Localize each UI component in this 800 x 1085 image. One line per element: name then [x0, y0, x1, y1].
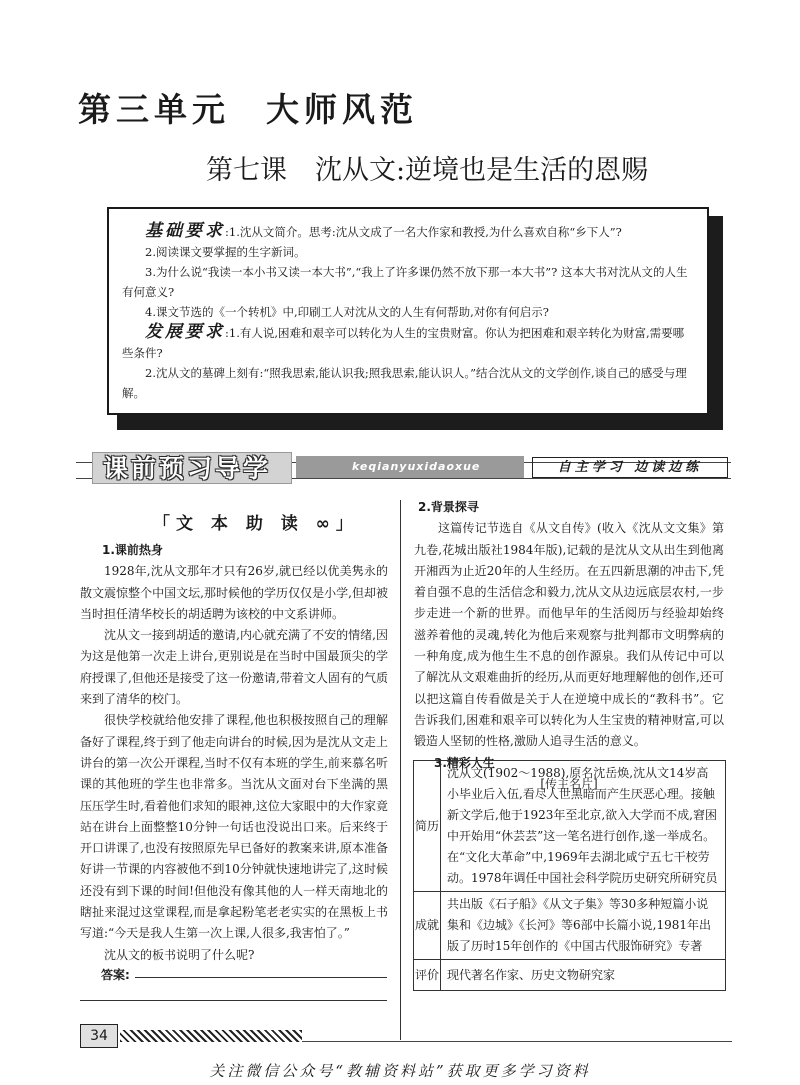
- unit-title: [78, 84, 418, 131]
- reading-aid-title: 「文 本 助 读 ∞」: [153, 514, 359, 534]
- table-row: [414, 892, 726, 960]
- section1-paragraph-2: 沈从文一接到胡适的邀请,内心就充满了不安的情绪,因为这是他第一次走上讲台,更别说是在当时中国最顶尖的学府授课了,但他还是接受了这一份邀请,带着文人固有的气质来到了清华的校门。: [80, 628, 388, 707]
- column-divider: [400, 500, 401, 1040]
- section1-heading: 1.课前热身: [102, 543, 163, 557]
- section2-paragraph: 这篇传记节选自《从文自传》(收入《沈从文文集》第九卷,花城出版社1984年版),记载的是沈从文从出生到他离开湘西为止近20年的人生经历。在五四新思潮的冲击下,凭着自强不息的生活信念和毅力,沈从文从边远底层农村,一步步走进一个新的世界。而他早年的生活阅历与经验却始终滋养着他的灵魂,转化为他后来观察与批判都市文明弊病的一种角度,成为他生生不息的创作源泉。我们从传记中可以了解沈从文艰难曲折的经历,从而更好地理解他的创作,还可以把这篇自传看做是关于人在逆境中成长的“教科书”。它告诉我们,困难和艰辛可以转化为人生宝贵的精神财富,可以锻造人坚韧的性格,激励人追寻生活的意义。: [414, 521, 724, 749]
- advanced-item-1: :1.有人说,困难和艰辛可以转化为人生的宝贵财富。你认为把困难和艰辛转化为财富,需要哪些条件?: [122, 326, 685, 360]
- unit-number: 第三单元: [78, 90, 230, 129]
- section1-paragraph-3: 很快学校就给他安排了课程,他也积极按照自己的理解备好了课程,终于到了他走向讲台的时候,因为是沈从文走上讲台的第一次公开课程,当时不仅有本班的学生,前来慕名听课的其他班的学生也非常多。当沈从文面对台下坐满的黑压压学生时,看着他们求知的眼神,这位大家眼中的大作家竟站在讲台上面整整10分钟一句话也没说出口来。后来终于开口讲课了,也没有按照原先早已备好的教案来讲,原本准备好讲一节课的内容被他不到10分钟就快速地讲完了,这时候还没有到下课的时间!但他没有像其他的人一样天南地北的瞎扯来混过这堂课程,而是拿起粉笔老老实实的在黑板上书写道:“今天是我人生第一次上课,人很多,我害怕了。”: [80, 713, 388, 941]
- table-row: [414, 960, 726, 991]
- footer-rule: [302, 1041, 732, 1042]
- requirements-box: [107, 207, 709, 415]
- banner-pinyin: keqianyuxidaoxue: [352, 460, 481, 473]
- basic-item-3: 3.为什么说“我读一本小书又读一本大书”,“我上了许多课仍然不放下那一本大书”? 这本大书对沈从文的人生有何意义?: [122, 265, 688, 299]
- section2-heading: 2.背景探寻: [418, 500, 479, 514]
- row-value-evaluation: 现代著名作家、历史文物研究家: [441, 960, 726, 991]
- basic-requirements-label: 基础要求: [145, 221, 225, 241]
- unit-name: 大师风范: [266, 90, 418, 129]
- section1-paragraph-1: 1928年,沈从文那年才只有26岁,就已经以优美隽永的散文震惊整个中国文坛,那时候他的学历仅仅是小学,但却被当时担任清华校长的胡适聘为该校的中文系讲师。: [80, 564, 388, 621]
- left-column: [80, 540, 388, 966]
- row-key-evaluation: 评价: [414, 960, 441, 991]
- answer-line: [135, 977, 387, 978]
- advanced-item-2: 2.沈从文的墓碑上刻有:“照我思索,能认识我;照我思索,能认识人。”结合沈从文的文学创作,谈自己的感受与理解。: [122, 366, 687, 400]
- table-row: [414, 761, 726, 892]
- lesson-title: [206, 148, 648, 187]
- banner-title: 课前预习导学: [92, 452, 292, 484]
- row-key-resume: 简历: [414, 761, 441, 892]
- basic-item-1: :1.沈从文简介。思考:沈从文成了一名大作家和教授,为什么喜欢自称“乡下人”?: [225, 225, 622, 239]
- card-title: [传主名片]: [540, 776, 598, 791]
- advanced-requirements-label: 发展要求: [145, 322, 225, 342]
- basic-item-2: 2.阅读课文要掌握的生字新词。: [145, 245, 306, 259]
- row-value-achievements: 共出版《石子船》《从文子集》等30多种短篇小说集和《边城》《长河》等6部中长篇小说,1981年出版了历时15年创作的《中国古代服饰研究》专著: [441, 892, 726, 960]
- basic-item-4: 4.课文节选的《一个转机》中,印刷工人对沈从文的人生有何帮助,对你有何启示?: [145, 305, 549, 319]
- section1-question: 沈从文的板书说明了什么呢?: [104, 947, 255, 962]
- footer-notice: 关注微信公众号“教辅资料站”获取更多学习资料: [209, 1062, 591, 1080]
- answer-label: 答案:: [101, 968, 130, 982]
- row-key-achievements: 成就: [414, 892, 441, 960]
- lesson-number: 第七课: [206, 155, 287, 186]
- lesson-name: 沈从文:逆境也是生活的恩赐: [315, 155, 649, 186]
- answer-line-2: [80, 1000, 387, 1001]
- right-column: [414, 497, 724, 795]
- page-number: 34: [80, 1024, 118, 1048]
- banner-tag: 自主学习 边读边练: [532, 457, 728, 478]
- biography-card: [413, 760, 726, 991]
- section3-heading: 3.精彩人生: [434, 755, 495, 770]
- footer-hatch-decoration: [120, 1030, 302, 1042]
- row-value-resume: 沈从文(1902～1988),原名沈岳焕,沈从文14岁高小毕业后入伍,看尽人世黑暗而产生厌恶心理。接触新文学后,他于1923年至北京,欲入大学而不成,窘困中开始用“休芸芸”这一笔名进行创作,遂一举成名。在“文化大革命”中,1969年去湖北咸宁五七干校劳动。1978年调任中国社会科学院历史研究所研究员: [441, 761, 726, 892]
